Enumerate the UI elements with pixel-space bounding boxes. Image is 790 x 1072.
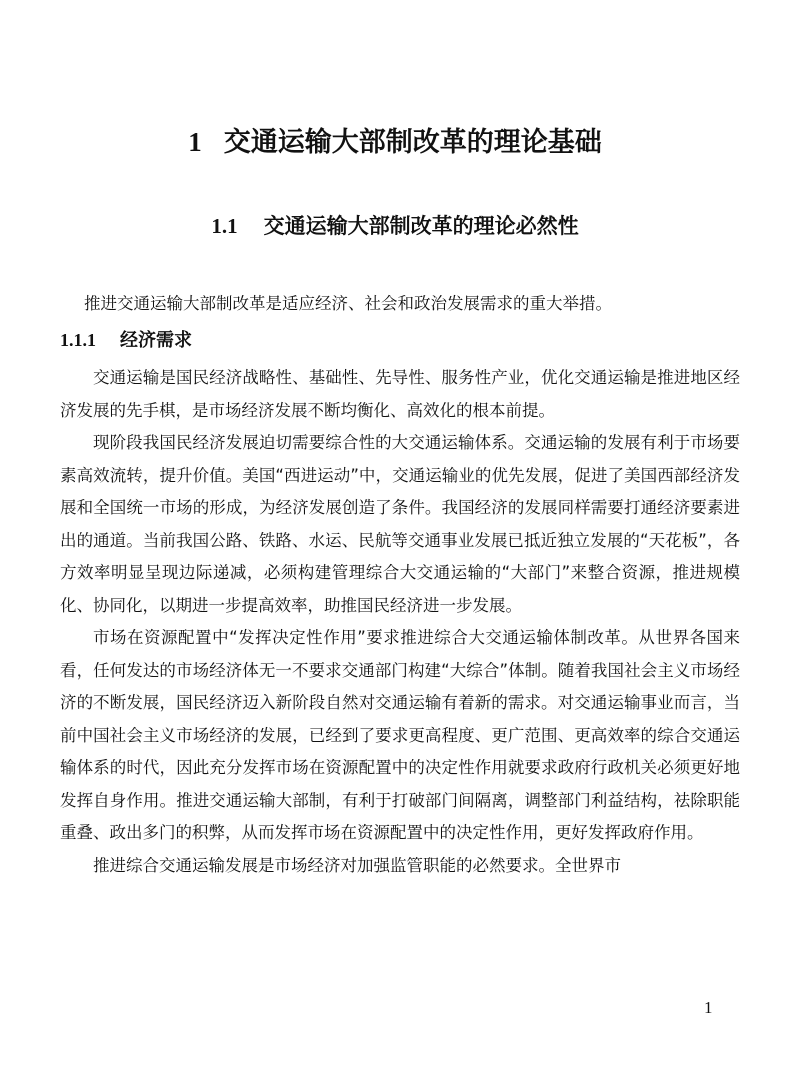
subsection-title-text: 经济需求 [120, 330, 192, 351]
paragraph: 市场在资源配置中“发挥决定性作用”要求推进综合大交通运输体制改革。从世界各国来看，任何发达的市场经济体无一不要求交通部门构建“大综合”体制。随着我国社会主义市场经济的不断发展，国民经济迈入新阶段自然对交通运输有着新的需求。对交通运输事业而言，当前中国社会主义市场经济的发展，已经到了要求更高程度、更广范围、更高效率的综合交通运输体系的时代，因此充分发挥市场在资源配置中的决定性作用就要求政府行政机关必须更好地发挥自身作用。推进交通运输大部制，有利于打破部门间隔离，调整部门利益结构，祛除职能重叠、政出多门的积弊，从而发挥市场在资源配置中的决定性作用，更好发挥政府作用。 [60, 628, 740, 842]
section-number: 1.1 [211, 214, 238, 238]
body-text [60, 362, 740, 882]
chapter-number: 1 [188, 127, 202, 157]
chapter-title [0, 122, 790, 163]
page-number: 1 [704, 998, 713, 1017]
subsection-title [60, 325, 192, 356]
paragraph: 推进综合交通运输发展是市场经济对加强监管职能的必然要求。全世界市 [93, 855, 621, 875]
subsection-number: 1.1.1 [60, 330, 96, 350]
chapter-title-text: 交通运输大部制改革的理论基础 [223, 127, 602, 158]
paragraph: 交通运输是国民经济战略性、基础性、先导性、服务性产业，优化交通运输是推进地区经济发展的先手棋，是市场经济发展不断均衡化、高效化的根本前提。 [60, 368, 740, 420]
section-title-text: 交通运输大部制改革的理论必然性 [263, 214, 579, 238]
intro-paragraph: 推进交通运输大部制改革是适应经济、社会和政治发展需求的重大举措。 [84, 294, 612, 313]
section-title [0, 208, 790, 244]
paragraph: 现阶段我国民经济发展迫切需要综合性的大交通运输体系。交通运输的发展有利于市场要素高效流转，提升价值。美国“西进运动”中，交通运输业的优先发展，促进了美国西部经济发展和全国统一市场的形成，为经济发展创造了条件。我国经济的发展同样需要打通经济要素进出的通道。当前我国公路、铁路、水运、民航等交通事业发展已抵近独立发展的“天花板”，各方效率明显呈现边际递减，必须构建管理综合大交通运输的“大部门”来整合资源，推进规模化、协同化，以期进一步提高效率，助推国民经济进一步发展。 [60, 433, 740, 615]
